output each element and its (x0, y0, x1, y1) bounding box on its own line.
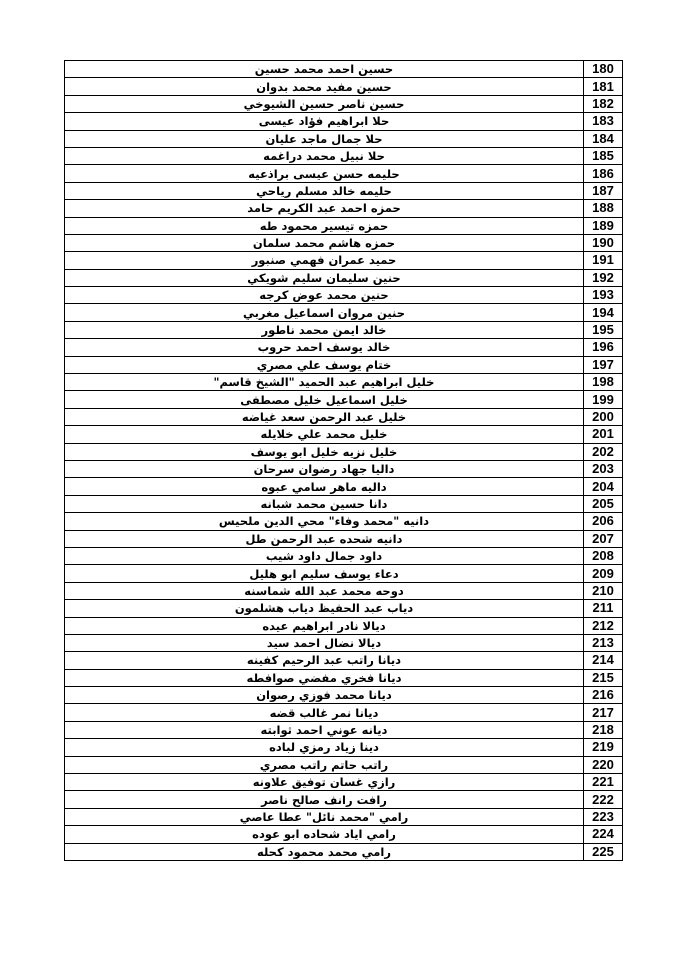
number-cell: 224 (584, 826, 623, 843)
name-cell: حميد عمران فهمي صنبور (65, 252, 584, 269)
table-row (65, 774, 623, 791)
number-cell: 180 (584, 61, 623, 78)
table-row (65, 95, 623, 112)
table-row (65, 739, 623, 756)
table-row (65, 252, 623, 269)
number-cell: 197 (584, 356, 623, 373)
table-row (65, 269, 623, 286)
name-cell: داليه ماهر سامي عبوه (65, 478, 584, 495)
table-row (65, 495, 623, 512)
table-row (65, 217, 623, 234)
name-cell: راتب حاتم راتب مصري (65, 756, 584, 773)
number-cell: 206 (584, 513, 623, 530)
name-cell: خليل محمد علي خلايله (65, 426, 584, 443)
name-cell: حلا ابراهيم فؤاد عيسى (65, 113, 584, 130)
table-row (65, 808, 623, 825)
name-cell: حليمه حسن عيسى براذعيه (65, 165, 584, 182)
table-row (65, 843, 623, 860)
number-cell: 205 (584, 495, 623, 512)
number-cell: 210 (584, 582, 623, 599)
name-cell: ديالا نادر ابراهيم عيده (65, 617, 584, 634)
name-cell: حنين محمد عوض كرجه (65, 287, 584, 304)
table-row (65, 165, 623, 182)
table-row (65, 113, 623, 130)
table-row (65, 287, 623, 304)
table-row (65, 426, 623, 443)
number-cell: 203 (584, 460, 623, 477)
table-row (65, 391, 623, 408)
name-cell: ديانا نمر غالب قضه (65, 704, 584, 721)
name-cell: داليا جهاد رضوان سرحان (65, 460, 584, 477)
table-row (65, 374, 623, 391)
number-cell: 181 (584, 78, 623, 95)
number-cell: 211 (584, 600, 623, 617)
table-row (65, 756, 623, 773)
table-row (65, 704, 623, 721)
name-cell: حليمه خالد مسلم رياحي (65, 182, 584, 199)
table-row (65, 478, 623, 495)
name-cell: دوحه محمد عبد الله شماسنه (65, 582, 584, 599)
number-cell: 220 (584, 756, 623, 773)
number-cell: 196 (584, 339, 623, 356)
name-cell: حنين سليمان سليم شويكي (65, 269, 584, 286)
name-cell: حنين مروان اسماعيل مغربي (65, 304, 584, 321)
table-row (65, 460, 623, 477)
name-cell: دانيه شحده عبد الرحمن طل (65, 530, 584, 547)
number-cell: 209 (584, 565, 623, 582)
number-cell: 212 (584, 617, 623, 634)
name-cell: حمزه احمد عبد الكريم حامد (65, 200, 584, 217)
number-cell: 193 (584, 287, 623, 304)
name-cell: ديالا نضال احمد سيد (65, 634, 584, 651)
table-row (65, 408, 623, 425)
name-cell: ديانا فخري مفضي صوافطه (65, 669, 584, 686)
number-cell: 189 (584, 217, 623, 234)
number-cell: 217 (584, 704, 623, 721)
number-cell: 213 (584, 634, 623, 651)
table-row (65, 78, 623, 95)
number-cell: 223 (584, 808, 623, 825)
name-cell: ختام يوسف علي مصري (65, 356, 584, 373)
number-cell: 184 (584, 130, 623, 147)
number-cell: 183 (584, 113, 623, 130)
number-cell: 204 (584, 478, 623, 495)
table-row (65, 652, 623, 669)
name-cell: خليل نزيه خليل ابو يوسف (65, 443, 584, 460)
number-cell: 187 (584, 182, 623, 199)
number-cell: 192 (584, 269, 623, 286)
name-cell: حسين احمد محمد حسين (65, 61, 584, 78)
table-row (65, 634, 623, 651)
table-row (65, 617, 623, 634)
name-cell: خليل عبد الرحمن سعد غياضه (65, 408, 584, 425)
number-cell: 218 (584, 721, 623, 738)
table-row (65, 130, 623, 147)
number-cell: 219 (584, 739, 623, 756)
table-row (65, 826, 623, 843)
table-row (65, 669, 623, 686)
name-cell: حلا نبيل محمد دراغمه (65, 147, 584, 164)
table-row (65, 304, 623, 321)
names-table (64, 60, 623, 861)
name-cell: حسين ناصر حسين الشيوخي (65, 95, 584, 112)
names-table-body (65, 61, 623, 861)
number-cell: 191 (584, 252, 623, 269)
name-cell: خالد ايمن محمد ناطور (65, 321, 584, 338)
table-row (65, 356, 623, 373)
name-cell: حمزه تيسير محمود طه (65, 217, 584, 234)
number-cell: 216 (584, 687, 623, 704)
number-cell: 214 (584, 652, 623, 669)
name-cell: رافت رانف صالح ناصر (65, 791, 584, 808)
table-row (65, 547, 623, 564)
table-row (65, 200, 623, 217)
name-cell: خالد يوسف احمد حروب (65, 339, 584, 356)
number-cell: 207 (584, 530, 623, 547)
table-row (65, 791, 623, 808)
number-cell: 215 (584, 669, 623, 686)
name-cell: دياب عبد الحفيظ دياب هشلمون (65, 600, 584, 617)
name-cell: دينا زياد رمزي لباده (65, 739, 584, 756)
number-cell: 202 (584, 443, 623, 460)
name-cell: دعاء يوسف سليم ابو هليل (65, 565, 584, 582)
table-row (65, 513, 623, 530)
name-cell: رامي "محمد نائل" عطا عاصي (65, 808, 584, 825)
number-cell: 185 (584, 147, 623, 164)
name-cell: حسين مفيد محمد بدوان (65, 78, 584, 95)
number-cell: 182 (584, 95, 623, 112)
name-cell: حمزه هاشم محمد سلمان (65, 234, 584, 251)
name-cell: ديانا راتب عبد الرحيم كفينه (65, 652, 584, 669)
number-cell: 199 (584, 391, 623, 408)
number-cell: 186 (584, 165, 623, 182)
table-row (65, 565, 623, 582)
number-cell: 222 (584, 791, 623, 808)
table-row (65, 234, 623, 251)
number-cell: 194 (584, 304, 623, 321)
table-row (65, 61, 623, 78)
name-cell: رامي محمد محمود كحله (65, 843, 584, 860)
name-cell: داود جمال داود شيب (65, 547, 584, 564)
name-cell: خليل اسماعيل خليل مصطفى (65, 391, 584, 408)
table-row (65, 530, 623, 547)
name-cell: دانيه "محمد وفاء" محي الدين ملحيس (65, 513, 584, 530)
table-row (65, 321, 623, 338)
table-row (65, 721, 623, 738)
table-row (65, 600, 623, 617)
number-cell: 198 (584, 374, 623, 391)
number-cell: 208 (584, 547, 623, 564)
name-cell: دانا حسين محمد شبانه (65, 495, 584, 512)
table-row (65, 182, 623, 199)
number-cell: 200 (584, 408, 623, 425)
table-row (65, 687, 623, 704)
name-cell: رازي غسان توفيق علاونه (65, 774, 584, 791)
number-cell: 188 (584, 200, 623, 217)
name-cell: خليل ابراهيم عبد الحميد "الشيخ قاسم" (65, 374, 584, 391)
name-cell: حلا جمال ماجد عليان (65, 130, 584, 147)
number-cell: 225 (584, 843, 623, 860)
name-cell: ديانه عوني احمد ثوابته (65, 721, 584, 738)
table-row (65, 443, 623, 460)
name-cell: رامي اياد شحاده ابو عوده (65, 826, 584, 843)
table-row (65, 582, 623, 599)
number-cell: 201 (584, 426, 623, 443)
name-cell: ديانا محمد فوزي رصوان (65, 687, 584, 704)
number-cell: 190 (584, 234, 623, 251)
table-row (65, 147, 623, 164)
number-cell: 195 (584, 321, 623, 338)
table-row (65, 339, 623, 356)
number-cell: 221 (584, 774, 623, 791)
